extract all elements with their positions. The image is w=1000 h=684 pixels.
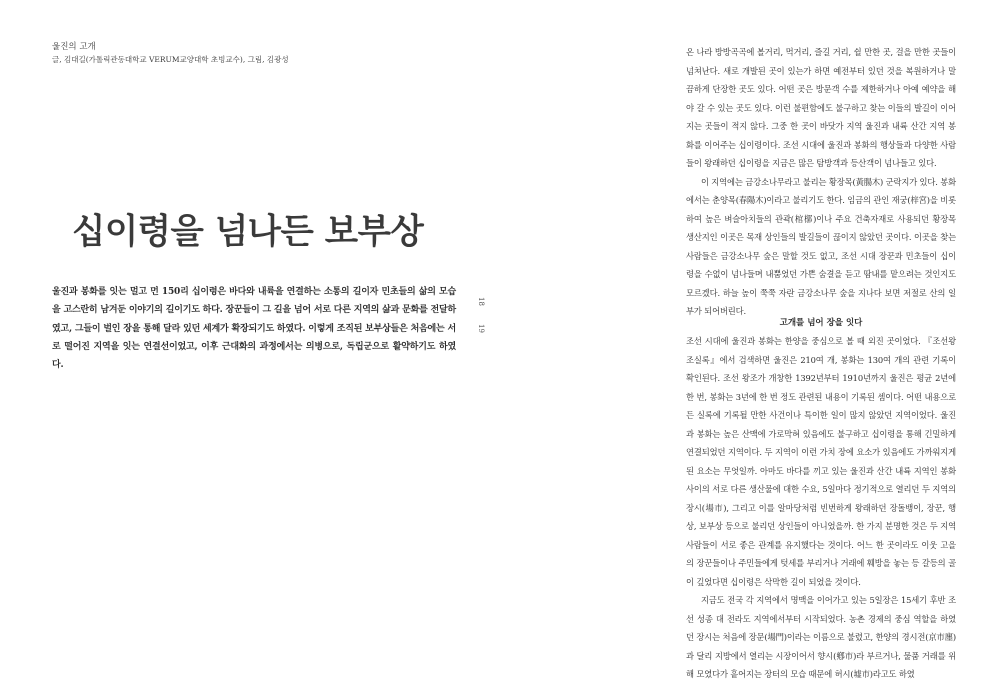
- page-number-right: 19: [477, 324, 485, 333]
- body-paragraph: 온 나라 방방곡곡에 볼거리, 먹거리, 즐길 거리, 쉴 만한 곳, 걸을 만한 곳들이 넘쳐난다. 새로 개발된 곳이 있는가 하면 예전부터 있던 것을 복원하거나 말끔하게 단장한 곳도 있다. 어떤 곳은 방문객 수를 제한하거나 아예 예약을 해야 갈 수 있는 곳도 있다. 이런 불편함에도 불구하고 찾는 이들의 발길이 이어지는 곳들이 적지 않다. 그중 한 곳이 바닷가 지역 울진과 내륙 산간 지역 봉화를 이어주는 십이령이다. 조선 시대에 울진과 봉화의 행상들과 다양한 사람들이 왕래하던 십이령을 지금은 많은 탐방객과 등산객이 넘나들고 있다.: [686, 47, 956, 168]
- lead-paragraph: 울진과 봉화를 잇는 멀고 먼 150리 십이령은 바다와 내륙을 연결하는 소통의 길이자 민초들의 삶의 모습을 고스란히 남겨둔 이야기의 길이기도 하다. 장꾼들이 그 길을 넘어 서로 다른 지역의 삶과 문화를 전달하였고, 그들이 벌인 장을 통해 달라 있던 세계가 확장되기도 하였다. 이렇게 조직된 보부상들은 처음에는 서로 떨어진 지역을 잇는 연결선이었고, 이후 근대화의 과정에서는 의병으로, 독립군으로 활약하기도 하였다.: [52, 287, 456, 371]
- header-block: [52, 41, 472, 66]
- body-column-top: [686, 43, 956, 321]
- page-number-left: 18: [477, 297, 485, 306]
- article-title: 십이령을 넘나든 보부상: [72, 212, 424, 252]
- body-paragraph: 조선 시대에 울진과 봉화는 한양을 중심으로 볼 때 외진 곳이었다. 『조선왕조실록』에서 검색하면 울진은 210여 개, 봉화는 130여 개의 관련 기록이 확인된다. 조선 왕조가 개창한 1392년부터 1910년까지 울진은 평균 2년에 한 번, 봉화는 3년에 한 번 정도 관련된 내용이 기록된 셈이다. 어떤 내용으로든 실록에 기록될 만한 사건이나 특이한 일이 많지 않았던 지역이었다. 울진과 봉화는 높은 산맥에 가로막혀 있음에도 불구하고 십이령을 통해 긴밀하게 연결되었던 지역이다. 두 지역이 이런 가치 장에 요소가 있음에도 가까워지게 된 요소는 무엇일까. 아마도 바다를 끼고 있는 울진과 산간 내륙 지역인 봉화 사이의 서로 다른 생산물에 대한 수요, 5일마다 정기적으로 열리던 두 지역의 장시(場市), 그리고 이를 알마당처럼 빈번하게 왕래하던 장돌뱅이, 장꾼, 행상, 보부상 등으로 불리던 상인들이 아니었을까. 한 가지 분명한 것은 두 지역 사람들이 서로 좋은 관계를 유지했다는 것이다. 어느 한 곳이라도 이웃 고을의 장꾼들이나 주민들에게 텃세를 부리거나 거래에 훼방을 놓는 등 갈등의 골이 깊었다면 십이령은 삭막한 길이 되었을 것이다.: [686, 336, 956, 587]
- body-paragraph: 이 지역에는 금강소나무라고 불리는 황장목(黃腸木) 군락지가 있다. 봉화에서는 춘양목(春陽木)이라고 불리기도 한다. 임금의 관인 재궁(梓宮)을 비롯하여 높은 벼슬아치들의 관곽(棺槨)이나 주요 건축자재로 사용되던 황장목 생산지인 이곳은 목재 상인들의 발길들이 끊이지 않았던 곳이다. 이곳을 찾는 사람들은 금강소나무 숲은 말할 것도 없고, 조선 시대 장꾼과 민초들이 십이령을 수없이 넘나들며 내뿜었던 가쁜 숨결을 듣고 땀내를 맡으려는 것인지도 모르겠다. 하늘 높이 쭉쭉 자란 금강소나무 숲을 지나다 보면 저절로 산의 일부가 되어버린다.: [686, 176, 956, 316]
- right-page: [500, 0, 1000, 679]
- body-column-bottom: [686, 314, 956, 684]
- series-title: 울진의 고개: [52, 42, 96, 52]
- section-subheading: 고개를 넘어 장을 잇다: [779, 318, 863, 328]
- body-paragraph: 지금도 전국 각 지역에서 명맥을 이어가고 있는 5일장은 15세기 후반 조선 성종 대 전라도 지역에서부터 시작되었다. 농촌 경제의 중심 역할을 하였던 장시는 처음에 장문(場門)이라는 이름으로 불렸고, 한양의 경시전(京市廛)과 달리 지방에서 열리는 시장이어서 향시(鄕市)라 부르거나, 물품 거래를 위해 모였다가 흩어지는 장터의 모습 때문에 허시(墟市)라고도 하였: [686, 595, 956, 679]
- byline: 글, 김대길(가톨릭관동대학교 VERUM교양대학 초빙교수), 그림, 김광성: [52, 55, 289, 64]
- left-page: [0, 0, 500, 666]
